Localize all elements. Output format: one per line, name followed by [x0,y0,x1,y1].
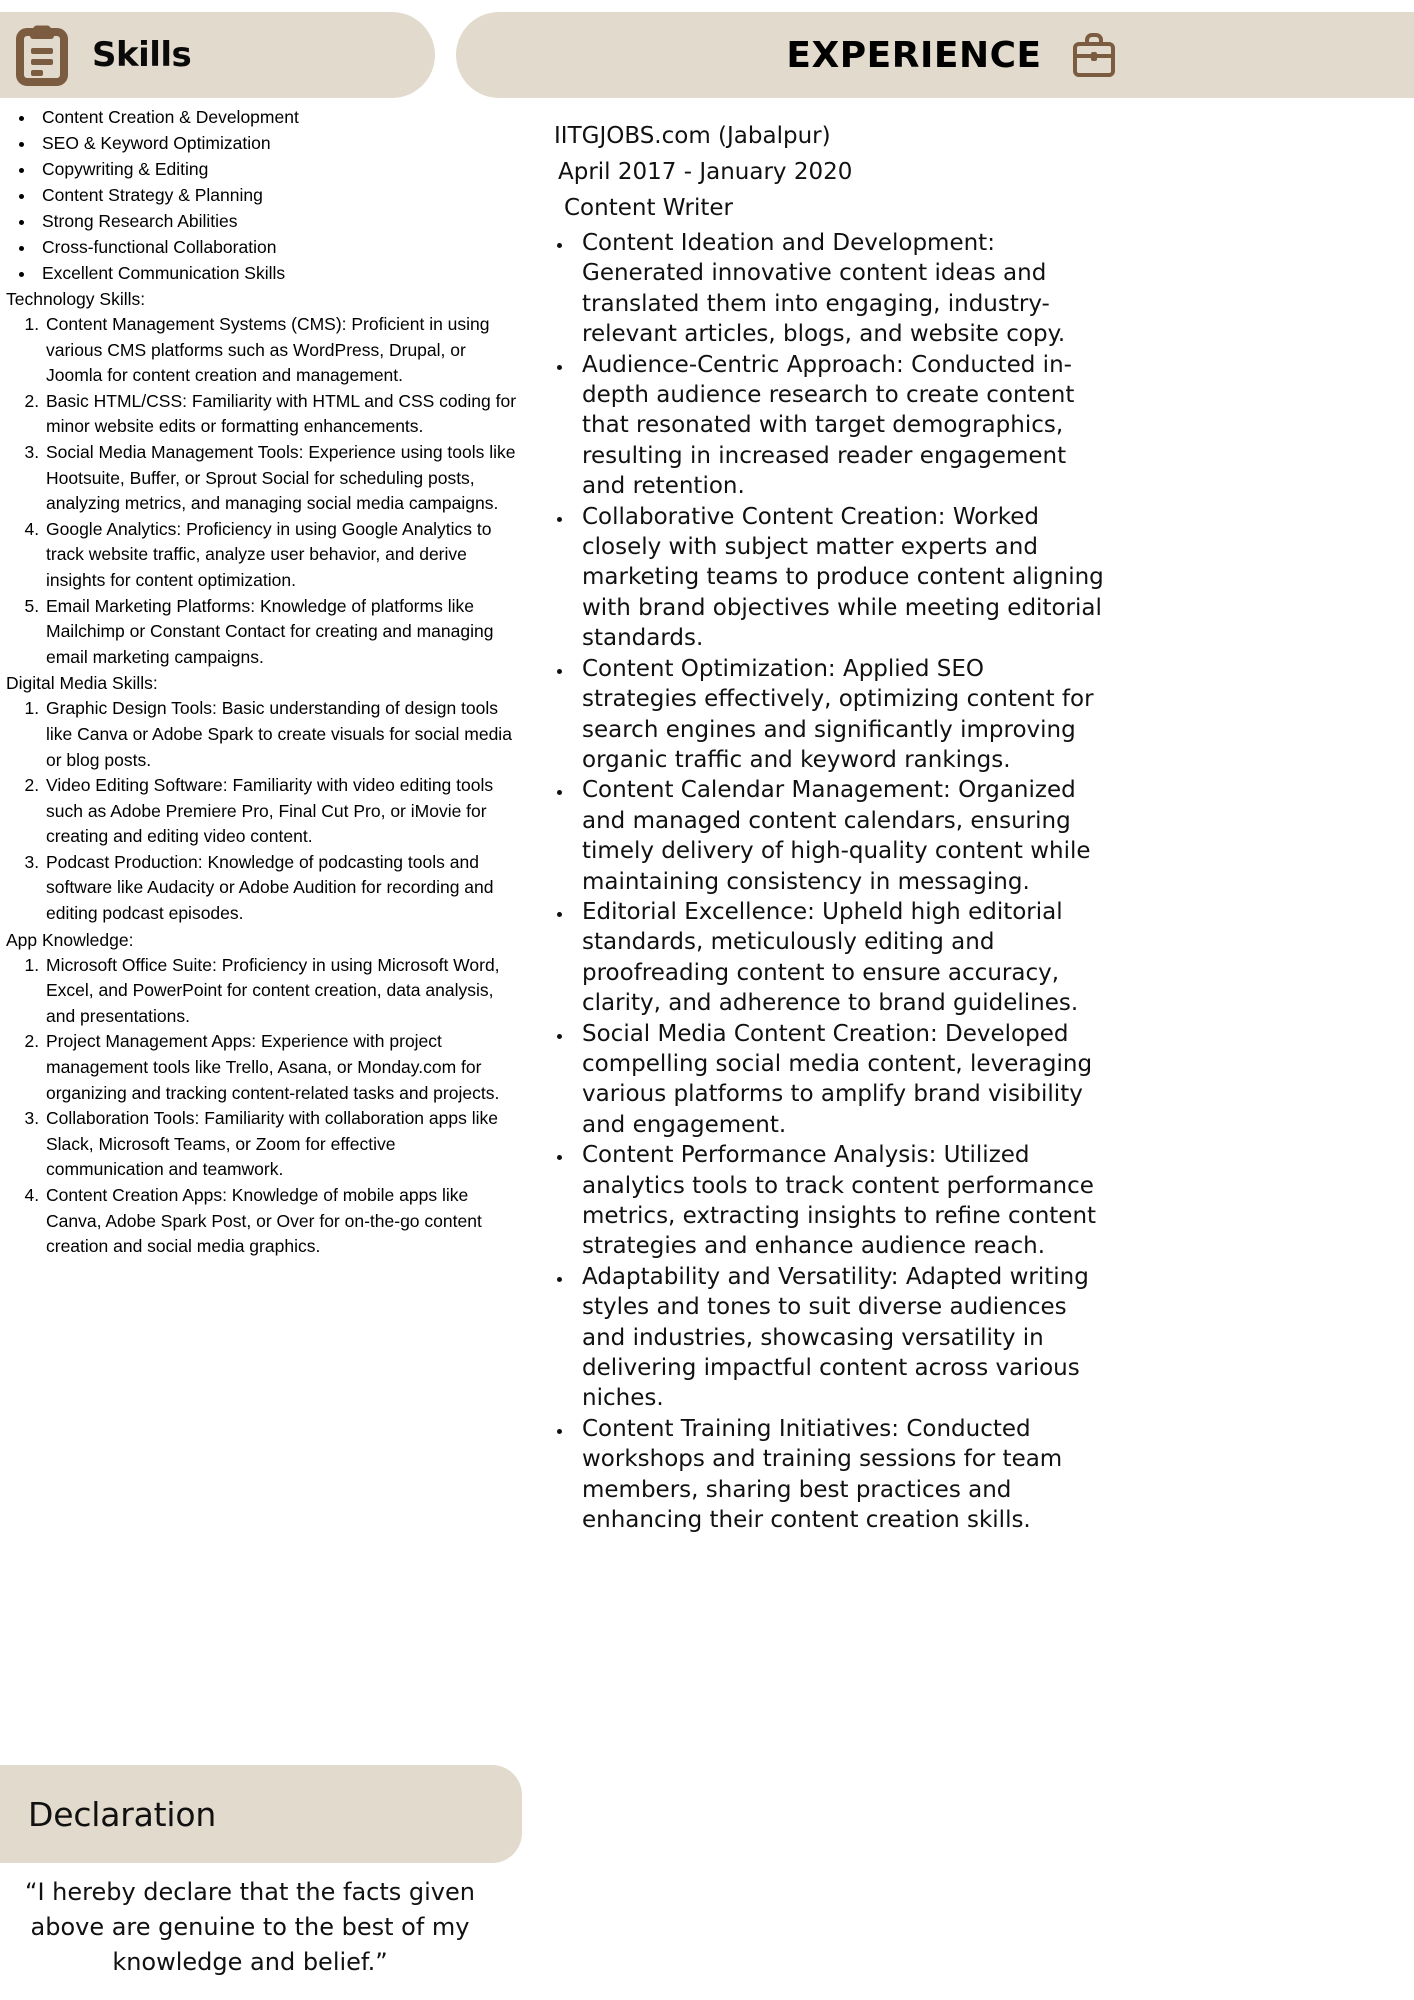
skills-group-heading: Technology Skills: [6,289,146,309]
list-item: • Editorial Excellence: Upheld high editorial standards, meticulously editing and proofreading content to ensure accuracy, clarity, and adherence to brand guidelines. [574,897,1106,1019]
experience-bullet-list [536,228,1106,1535]
experience-section-header [456,12,1414,98]
list-item: • Content Strategy & Planning [36,182,517,208]
skills-title: Skills [92,35,192,75]
list-item: • SEO & Keyword Optimization [36,130,517,156]
list-item: 2. Project Management Apps: Experience with project management tools like Trello, Asana, or Monday.com for organizing and tracking content-related tasks and projects. [44,1029,517,1106]
list-item: • Content Ideation and Development: Generated innovative content ideas and translated them into engaging, industry-relevant articles, blogs, and website copy. [574,228,1106,350]
list-item: • Content Optimization: Applied SEO strategies effectively, optimizing content for search engines and significantly improving organic traffic and keyword rankings. [574,654,1106,776]
skills-column [0,100,525,1260]
technology-skills-list [6,312,517,670]
list-item: • Content Training Initiatives: Conducted workshops and training sessions for team members, sharing best practices and enhancing their content creation skills. [574,1414,1106,1536]
list-item: • Strong Research Abilities [36,208,517,234]
list-item: 2. Video Editing Software: Familiarity with video editing tools such as Adobe Premiere Pro, Final Cut Pro, or iMovie for creating and editing video content. [44,773,517,850]
page-header [0,12,1414,98]
digital-media-skills-list [6,696,517,926]
list-item: • Content Performance Analysis: Utilized analytics tools to track content performance metrics, extracting insights to refine content strategies and enhance audience reach. [574,1140,1106,1262]
declaration-section-header [0,1765,522,1863]
skills-section-header [0,12,435,98]
list-item: 2. Basic HTML/CSS: Familiarity with HTML and CSS coding for minor website edits or formatting enhancements. [44,389,517,440]
list-item: • Audience-Centric Approach: Conducted in-depth audience research to create content that resonated with target demographics, resulting in increased reader engagement and retention. [574,350,1106,502]
list-item: 1. Content Management Systems (CMS): Proficient in using various CMS platforms such as WordPress, Drupal, or Joomla for content creation and management. [44,312,517,389]
experience-title: EXPERIENCE [786,34,1042,76]
list-item: • Adaptability and Versatility: Adapted writing styles and tones to suit diverse audiences and industries, showcasing versatility in delivering impactful content across various niches. [574,1262,1106,1414]
declaration-text: “I hereby declare that the facts given above are genuine to the best of my knowledge and belief.” [25,1878,475,1976]
list-item: 4. Content Creation Apps: Knowledge of mobile apps like Canva, Adobe Spark Post, or Over for on-the-go content creation and social media graphics. [44,1183,517,1260]
list-item: • Copywriting & Editing [36,156,517,182]
list-item: 1. Microsoft Office Suite: Proficiency in using Microsoft Word, Excel, and PowerPoint for content creation, data analysis, and presentations. [44,953,517,1030]
list-item: • Excellent Communication Skills [36,260,517,286]
experience-column [536,118,1106,1535]
list-item: • Content Calendar Management: Organized and managed content calendars, ensuring timely delivery of high-quality content while maintaining consistency in messaging. [574,775,1106,897]
list-item: 1. Graphic Design Tools: Basic understanding of design tools like Canva or Adobe Spark to create visuals for social media or blog posts. [44,696,517,773]
skills-group-heading: Digital Media Skills: [6,673,158,694]
declaration-title: Declaration [28,1794,217,1834]
skills-group-heading: App Knowledge: [6,929,134,950]
list-item: • Content Creation & Development [36,104,517,130]
experience-dates: April 2017 - January 2020 [558,159,853,185]
experience-role: Content Writer [564,195,733,221]
briefcase-icon [1072,32,1116,78]
experience-company: IITGJOBS.com (Jabalpur) [554,123,831,149]
list-item: 4. Google Analytics: Proficiency in using Google Analytics to track website traffic, analyze user behavior, and derive insights for content optimization. [44,517,517,594]
list-item: • Collaborative Content Creation: Worked closely with subject matter experts and marketing teams to produce content aligning with brand objectives while meeting editorial standards. [574,502,1106,654]
list-item: • Social Media Content Creation: Developed compelling social media content, leveraging various platforms to amplify brand visibility and engagement. [574,1019,1106,1141]
list-item: • Cross-functional Collaboration [36,234,517,260]
clipboard-icon [16,24,68,86]
list-item: 3. Collaboration Tools: Familiarity with collaboration apps like Slack, Microsoft Teams, or Zoom for effective communication and teamwork. [44,1106,517,1183]
list-item: 3. Social Media Management Tools: Experience using tools like Hootsuite, Buffer, or Sprout Social for scheduling posts, analyzing metrics, and managing social media campaigns. [44,440,517,517]
list-item: 5. Email Marketing Platforms: Knowledge of platforms like Mailchimp or Constant Contact for creating and managing email marketing campaigns. [44,594,517,671]
app-knowledge-list [6,953,517,1260]
list-item: 3. Podcast Production: Knowledge of podcasting tools and software like Audacity or Adobe Audition for recording and editing podcast episodes. [44,850,517,927]
skills-bullet-list [6,104,517,286]
